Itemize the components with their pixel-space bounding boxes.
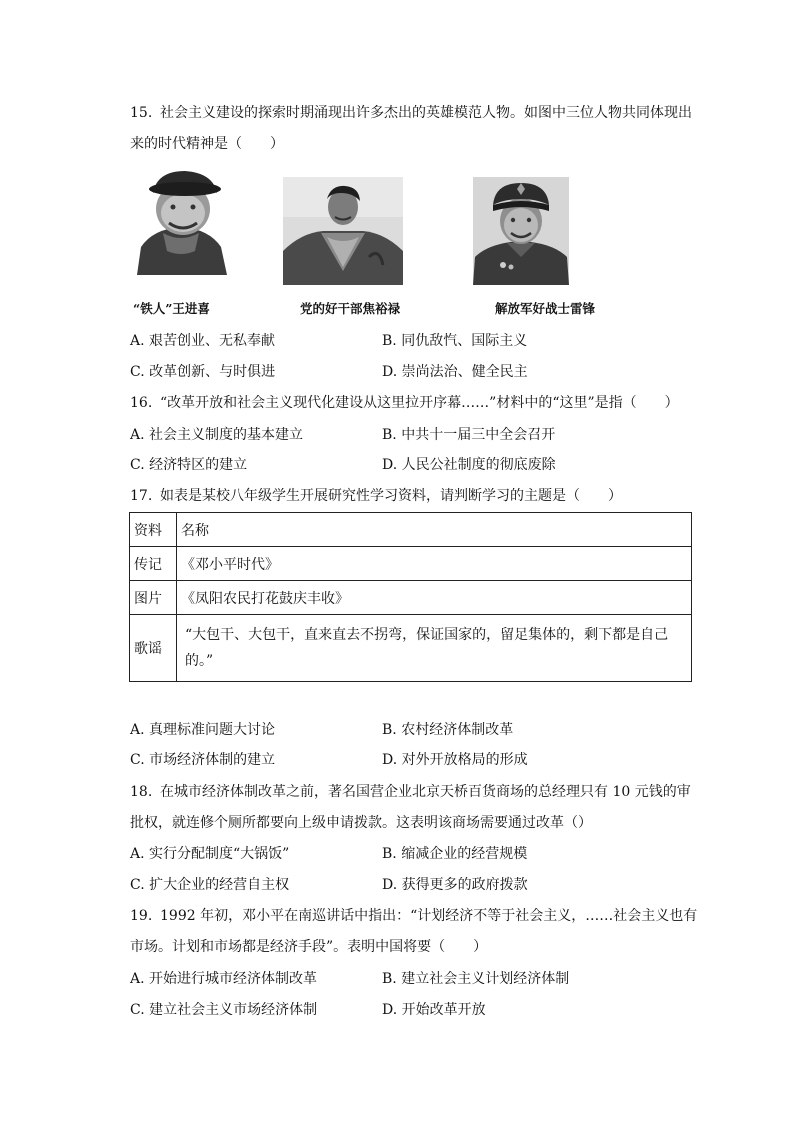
table-row: [130, 547, 692, 581]
q19-option-c: C. 建立社会主义市场经济体制: [130, 1002, 318, 1018]
caption-wang-jinxi: “铁人”王进喜: [133, 301, 210, 316]
q17-number: 17.: [130, 488, 153, 504]
q18-option-a: A. 实行分配制度“大锅饭”: [130, 846, 290, 862]
q17-option-b: B. 农村经济体制改革: [382, 722, 514, 738]
wang-jinxi-photo: [133, 167, 229, 275]
q16-number: 16.: [130, 395, 153, 411]
q17-material-table: [129, 512, 692, 682]
lei-feng-photo: [473, 177, 569, 285]
ballad-text: “大包干、大包干，直来直去不拐弯，保证国家的，留足集体的，剩下都是自己的。”: [185, 627, 669, 669]
table-cell: 歌谣: [130, 615, 177, 682]
q15-option-d: D. 崇尚法治、健全民主: [382, 364, 528, 380]
caption-jiao-yulu: 党的好干部焦裕禄: [300, 301, 401, 316]
q19-option-a: A. 开始进行城市经济体制改革: [130, 971, 318, 987]
q18-option-d: D. 获得更多的政府拨款: [382, 877, 528, 893]
q15-option-b: B. 同仇敌忾、国际主义: [382, 333, 528, 349]
q15-number: 15.: [130, 105, 153, 121]
table-header-cell: 资料: [130, 513, 177, 547]
q19-stem-line2: 市场。计划和市场都是经济手段”。表明中国将要（ ）: [130, 939, 488, 955]
q15-stem-line2: 来的时代精神是（ ）: [130, 136, 284, 152]
q15-option-a: A. 艰苦创业、无私奉献: [130, 333, 276, 349]
table-header-row: [130, 513, 692, 547]
q19-option-b: B. 建立社会主义计划经济体制: [382, 971, 570, 987]
q16-stem: 16. “改革开放和社会主义现代化建设从这里拉开序幕……”材料中的“这里”是指（ ）: [130, 395, 679, 411]
table-row: [130, 581, 692, 615]
q16-option-a: A. 社会主义制度的基本建立: [130, 427, 304, 443]
table-cell: 传记: [130, 547, 177, 581]
q16-option-b: B. 中共十一届三中全会召开: [382, 427, 556, 443]
q15-option-c: C. 改革创新、与时俱进: [130, 364, 276, 380]
q19-stem-line1: 19. 1992 年初，邓小平在南巡讲话中指出：“计划经济不等于社会主义，……社会主义也有: [130, 908, 698, 924]
q19-number: 19.: [130, 908, 153, 924]
q18-stem-line2: 批权，就连修个厕所都要向上级申请拨款。这表明该商场需要通过改革（）: [130, 815, 592, 831]
q17-option-d: D. 对外开放格局的形成: [382, 752, 528, 768]
q16-option-c: C. 经济特区的建立: [130, 457, 248, 473]
caption-lei-feng: 解放军好战士雷锋: [495, 301, 596, 316]
table-header-cell: 名称: [177, 513, 692, 547]
table-cell: 《凤阳农民打花鼓庆丰收》: [177, 581, 692, 615]
q15-stem-line1: 15. 社会主义建设的探索时期涌现出许多杰出的英雄模范人物。如图中三位人物共同体现出: [130, 105, 692, 121]
q17-option-c: C. 市场经济体制的建立: [130, 752, 276, 768]
q18-number: 18.: [130, 784, 153, 800]
jiao-yulu-photo: [283, 177, 403, 285]
q18-stem-line1: 18. 在城市经济体制改革之前，著名国营企业北京天桥百货商场的总经理只有 10 元钱的审: [130, 784, 691, 800]
table-cell: 《邓小平时代》: [177, 547, 692, 581]
q16-option-d: D. 人民公社制度的彻底废除: [382, 457, 556, 473]
q17-stem: 17. 如表是某校八年级学生开展研究性学习资料，请判断学习的主题是（ ）: [130, 488, 622, 504]
table-cell: 图片: [130, 581, 177, 615]
q19-option-d: D. 开始改革开放: [382, 1002, 486, 1018]
table-row: [130, 615, 692, 682]
table-cell: [177, 615, 692, 682]
q17-option-a: A. 真理标准问题大讨论: [130, 722, 276, 738]
q18-option-b: B. 缩减企业的经营规模: [382, 846, 528, 862]
q18-option-c: C. 扩大企业的经营自主权: [130, 877, 290, 893]
